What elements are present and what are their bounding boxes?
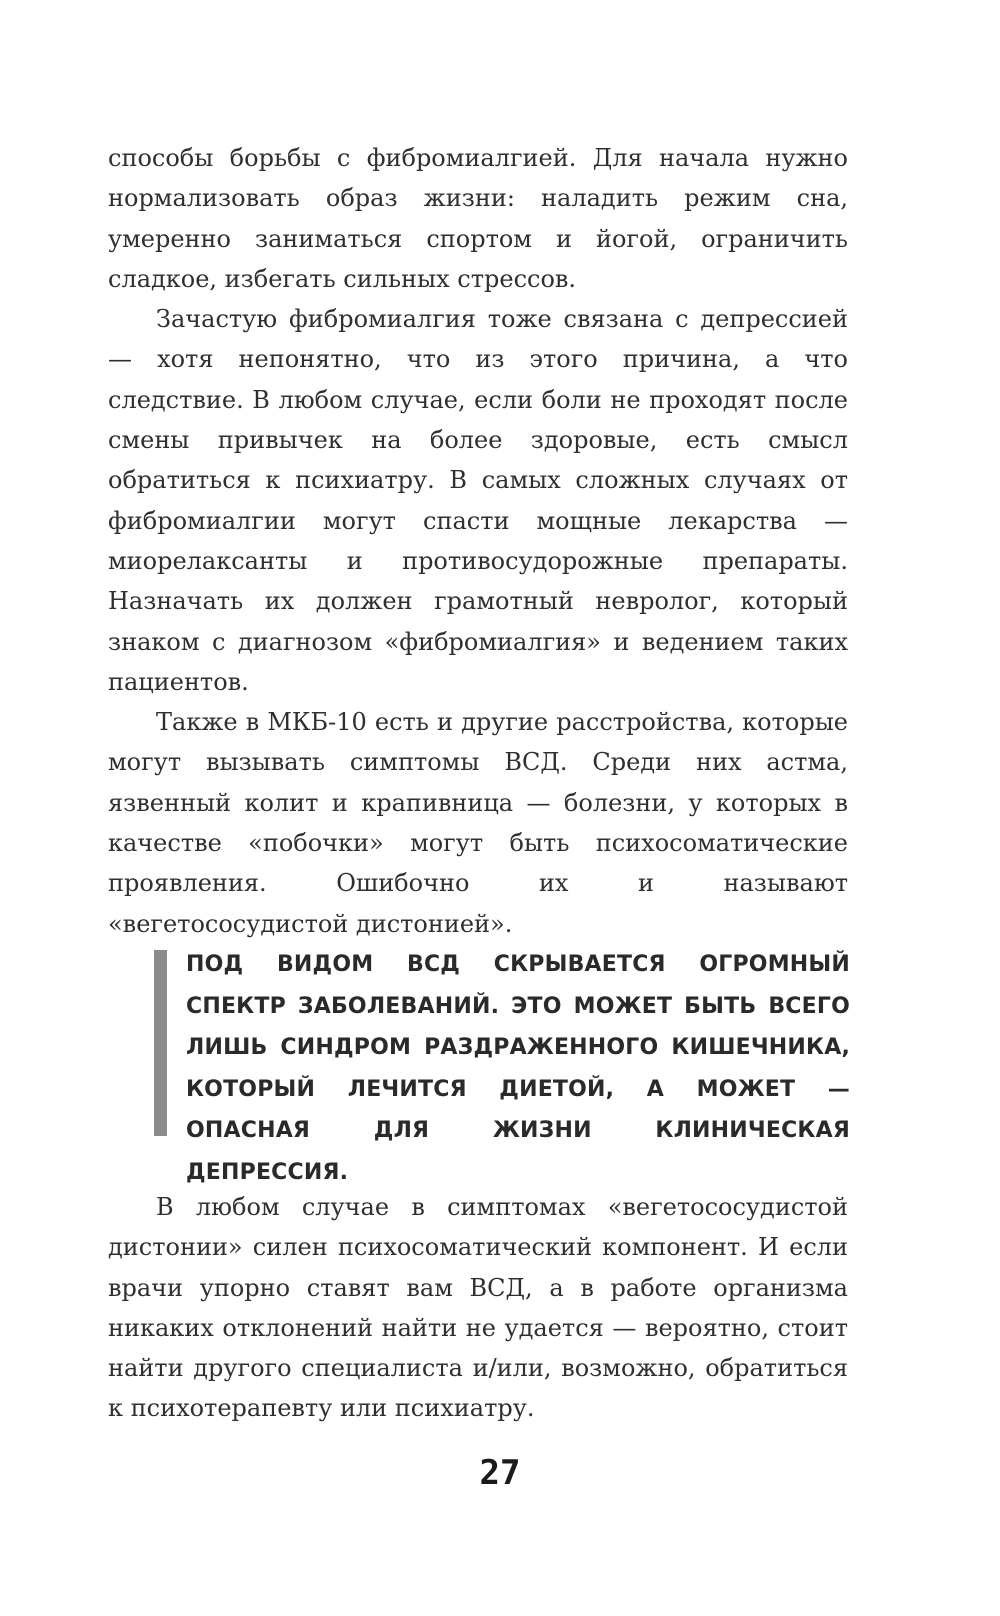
pull-quote [154,944,854,1185]
body-text-bottom [108,1187,848,1429]
paragraph: Зачастую фибромиалгия тоже связана с депрессией — хотя непонятно, что из этого причина, а что следствие. В любом случае, если боли не проходят после смены привычек на более здоровые, есть смысл обратиться к психиатру. В самых сложных случаях от фибромиалгии могут спасти мощные лекарства — миорелаксанты и противосудорожные препараты. Назначать их должен грамотный невролог, который знаком с диагнозом «фибромиалгия» и ведением таких пациентов. [108,305,848,696]
pull-quote-bar [154,950,167,1136]
paragraph: Также в МКБ-10 есть и другие расстройства, которые могут вызывать симптомы ВСД. Среди них астма, язвенный колит и крапивница — болезни, у которых в качестве «побочки» могут быть психосоматические проявления. Ошибочно их и называют «вегетососудистой дистонией». [108,708,848,938]
pull-quote-text: ПОД ВИДОМ ВСД СКРЫВАЕТСЯ ОГРОМНЫЙ СПЕКТР ЗАБОЛЕВАНИЙ. ЭТО МОЖЕТ БЫТЬ ВСЕГО ЛИШЬ СИНДРОМ РАЗДРАЖЕННОГО КИШЕЧНИКА, КОТОРЫЙ ЛЕЧИТСЯ ДИЕТОЙ, А МОЖЕТ — ОПАСНАЯ ДЛЯ ЖИЗНИ КЛИНИЧЕСКАЯ ДЕПРЕССИЯ. [186,952,850,1185]
paragraph: В любом случае в симптомах «вегетососудистой дистонии» силен психосоматический компонент. И если врачи упорно ставят вам ВСД, а в работе организма никаких отклонений найти не удается — вероятно, стоит найти другого специалиста и/или, возможно, обратиться к психотерапевту или психиатру. [108,1193,848,1423]
paragraph: способы борьбы с фибромиалгией. Для начала нужно нормализовать образ жизни: наладить режим сна, умеренно заниматься спортом и йогой, ограничить сладкое, избегать сильных стрессов. [108,144,848,293]
page-number: 27 [479,1453,521,1493]
body-text-top [108,138,848,944]
